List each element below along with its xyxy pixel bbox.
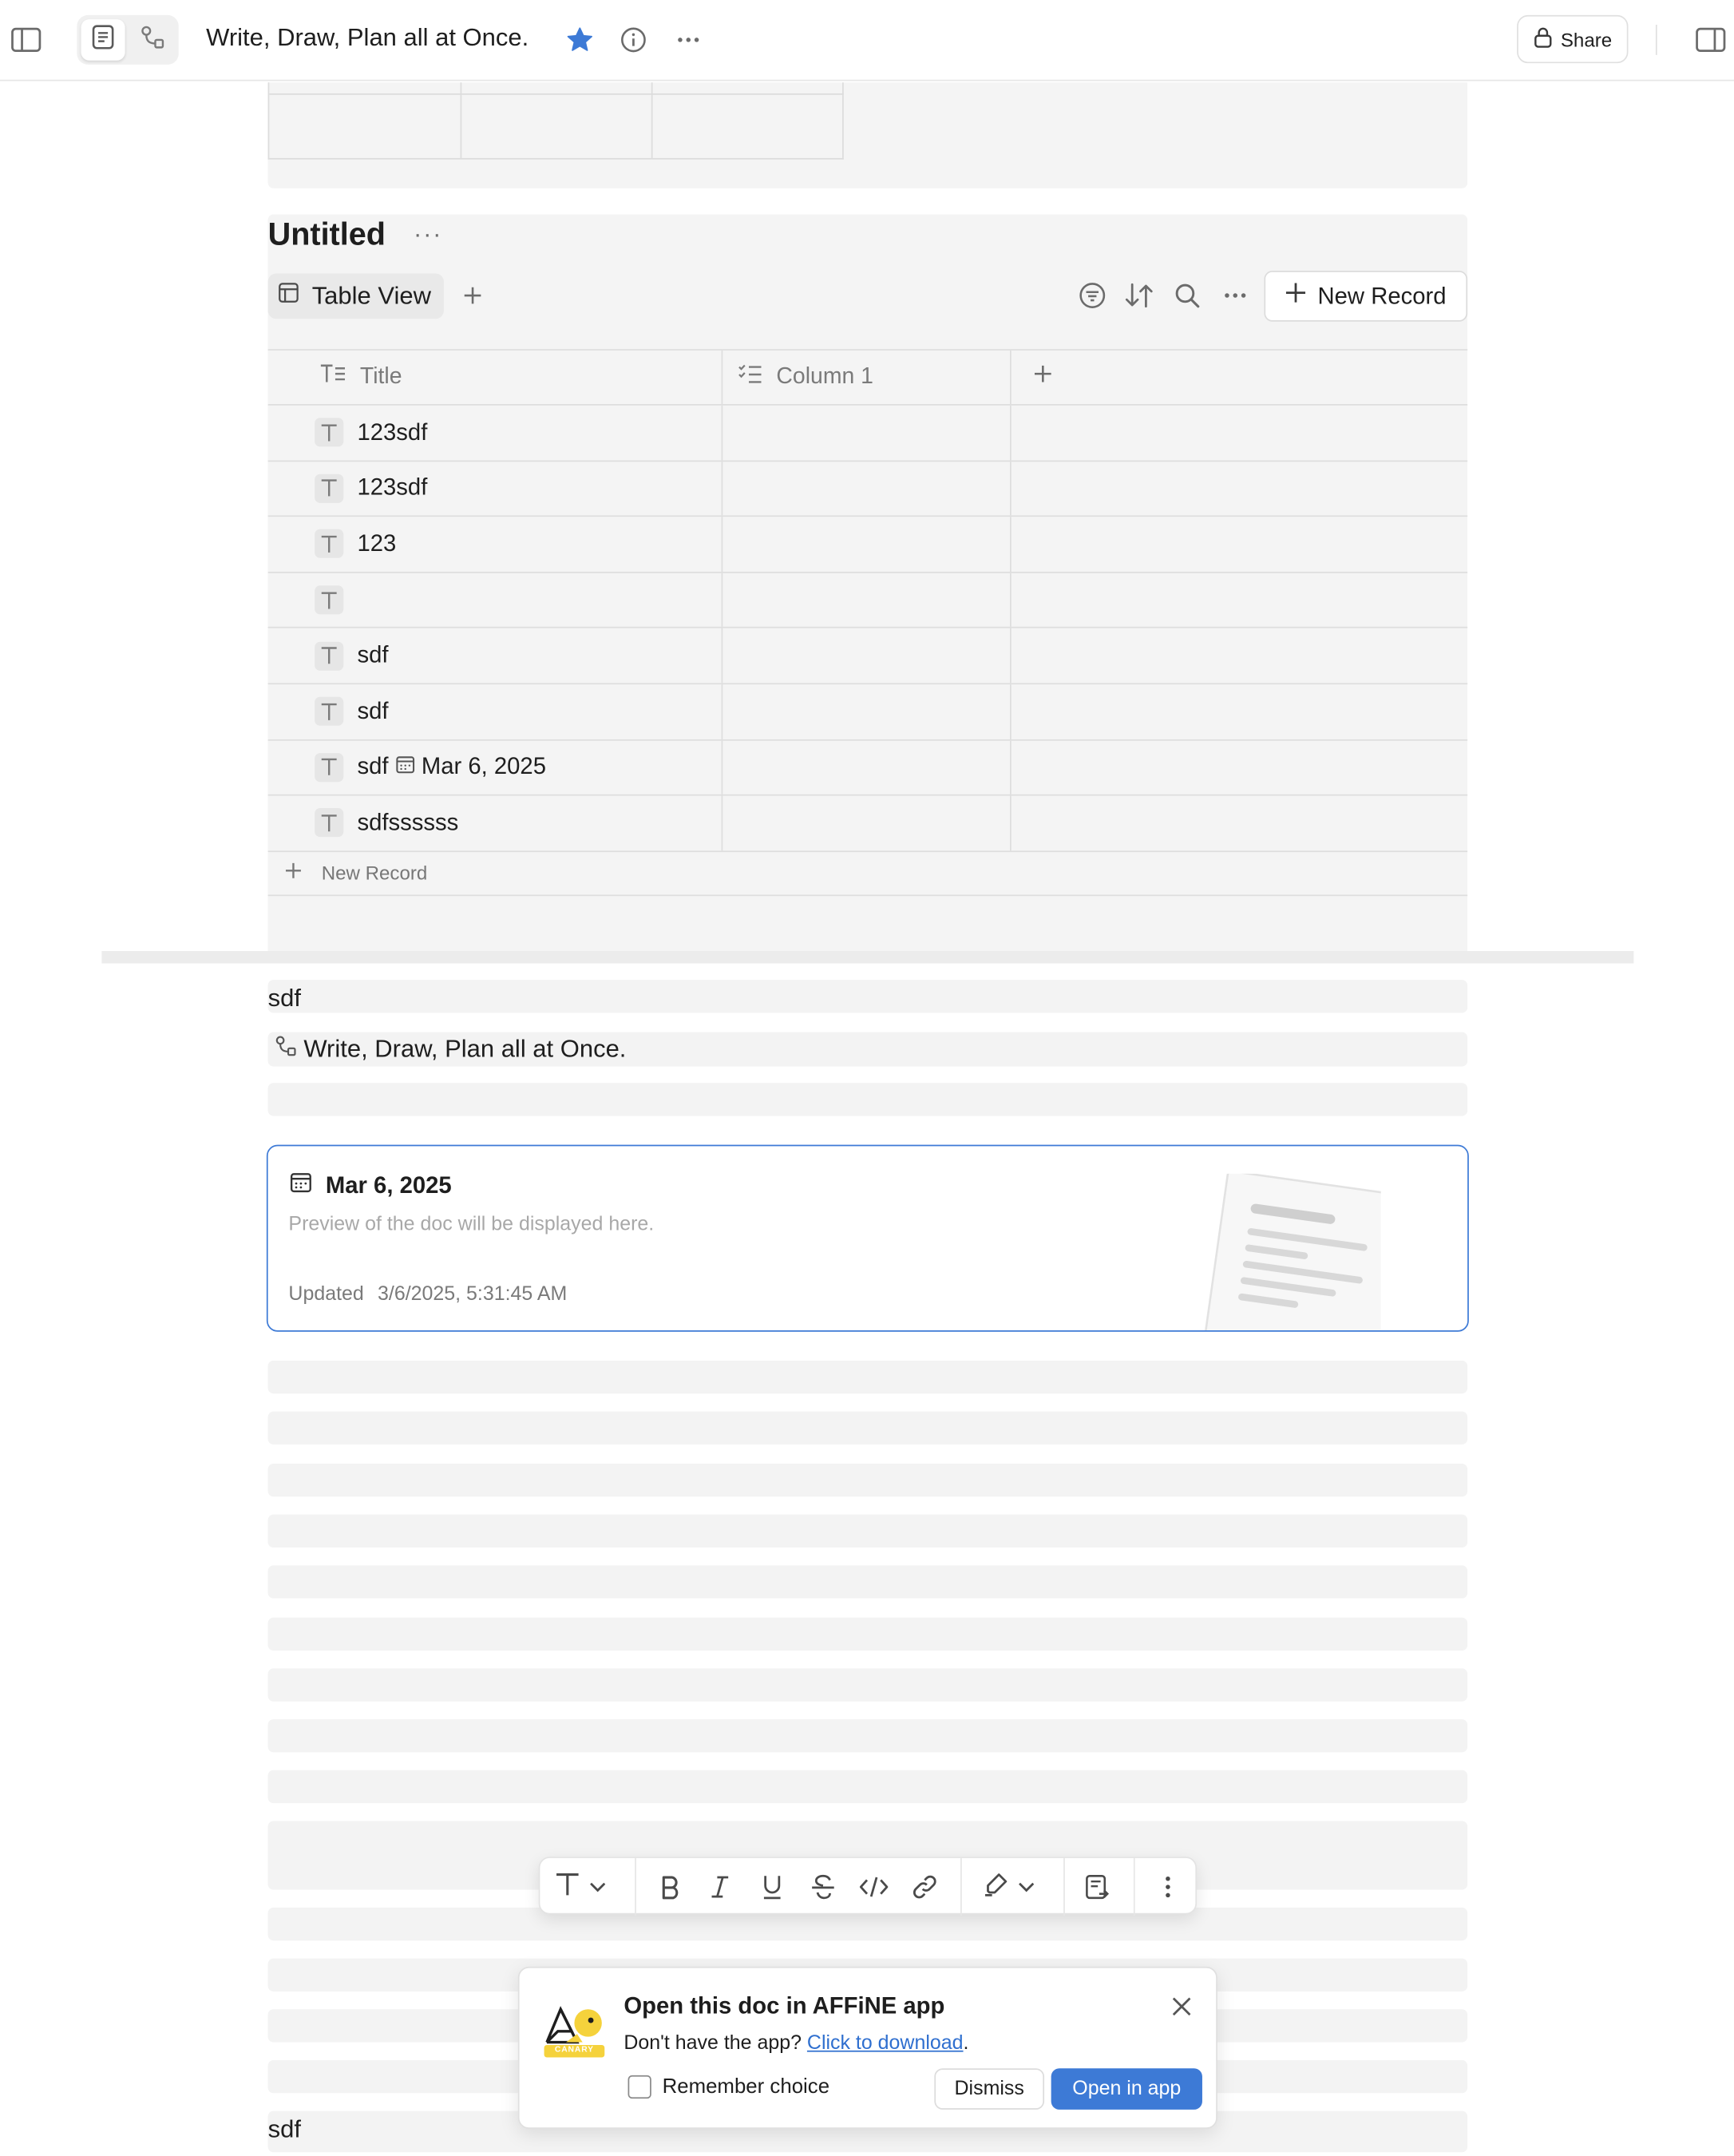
card-updated xyxy=(288,1284,567,1306)
row-title: 123sdf xyxy=(357,418,428,446)
row-title: 123sdf xyxy=(357,474,428,501)
table-row[interactable] xyxy=(268,462,1468,517)
plus-icon xyxy=(284,862,302,885)
new-record-button[interactable] xyxy=(1264,271,1467,322)
bold-icon[interactable] xyxy=(654,1870,687,1903)
toolbar-divider xyxy=(635,1858,636,1916)
empty-cell xyxy=(1012,406,1467,460)
title-cell[interactable] xyxy=(268,573,723,627)
table-col-divider xyxy=(651,82,653,158)
page-icon xyxy=(92,24,114,56)
plus-icon xyxy=(1285,282,1307,311)
share-label: Share xyxy=(1560,28,1613,50)
info-icon[interactable] xyxy=(617,23,650,56)
paragraph-text[interactable]: sdf xyxy=(267,2114,301,2143)
table-row[interactable] xyxy=(268,406,1468,462)
placeholder-line xyxy=(268,1668,1468,1701)
tab-table-view[interactable] xyxy=(268,273,444,319)
placeholder-line xyxy=(268,1464,1468,1496)
popup-title: Open this doc in AFFiNE app xyxy=(624,1992,945,2019)
table-col-divider xyxy=(461,82,462,158)
title-cell[interactable] xyxy=(268,684,723,739)
code-icon[interactable] xyxy=(857,1870,890,1903)
open-in-app-popup xyxy=(518,1967,1217,2129)
previous-table xyxy=(268,82,844,159)
title-cell[interactable] xyxy=(268,628,723,683)
strikethrough-icon[interactable] xyxy=(806,1870,839,1903)
linked-doc-reference[interactable] xyxy=(268,1032,1468,1067)
card-updated-label: Updated xyxy=(288,1283,364,1306)
title-cell[interactable] xyxy=(268,406,723,460)
text-type-icon xyxy=(315,809,343,838)
mode-switcher xyxy=(77,15,178,65)
database-title[interactable]: Untitled xyxy=(267,216,386,252)
text-type-icon xyxy=(315,753,343,782)
table-row[interactable] xyxy=(268,517,1468,573)
column-1-cell[interactable] xyxy=(722,684,1011,739)
table-view-icon xyxy=(278,282,300,311)
calendar-icon xyxy=(395,754,414,781)
toolbar-divider xyxy=(1063,1858,1065,1916)
logo-text: CANARY xyxy=(554,2046,594,2055)
row-title: sdf xyxy=(357,753,389,780)
remember-choice[interactable] xyxy=(628,2075,830,2099)
affine-canary-logo xyxy=(541,2001,608,2062)
table-row-divider xyxy=(269,93,843,95)
table-row[interactable] xyxy=(268,796,1468,852)
text-style-dropdown[interactable] xyxy=(554,1870,615,1903)
column-header-title-label: Title xyxy=(359,364,402,390)
more-vertical-icon[interactable] xyxy=(1151,1870,1184,1903)
empty-cell xyxy=(1012,462,1467,516)
table-header-row xyxy=(268,349,1468,406)
add-column-icon xyxy=(1033,364,1052,390)
toolbar-divider xyxy=(1134,1858,1135,1916)
close-icon[interactable] xyxy=(1168,1993,1195,2020)
row-title: sdf xyxy=(357,697,389,724)
popup-subtitle-text: Don't have the app? xyxy=(624,2032,802,2055)
calendar-icon xyxy=(290,1171,312,1199)
empty-cell xyxy=(1012,740,1467,795)
row-title-with-date xyxy=(357,754,546,781)
paragraph-block xyxy=(268,980,1468,1013)
empty-cell xyxy=(1012,573,1467,627)
highlighter-icon xyxy=(983,1870,1010,1904)
lock-icon xyxy=(1533,26,1552,53)
column-1-cell[interactable] xyxy=(722,462,1011,516)
chevron-down-icon xyxy=(589,1875,606,1900)
sidebar-toggle-icon[interactable] xyxy=(10,23,42,56)
date-reference[interactable]: Mar 6, 2025 xyxy=(421,753,547,780)
table-row[interactable] xyxy=(268,684,1468,740)
table-row[interactable] xyxy=(268,740,1468,796)
card-preview-text: Preview of the doc will be displayed here. xyxy=(288,1213,655,1236)
format-toolbar xyxy=(539,1857,1197,1914)
chevron-down-icon xyxy=(1018,1875,1035,1900)
add-column-cell[interactable] xyxy=(1012,351,1467,404)
placeholder-line xyxy=(268,1719,1468,1752)
text-style-icon xyxy=(554,1870,581,1904)
linked-doc-title: Write, Draw, Plan all at Once. xyxy=(303,1034,627,1063)
favorite-star-icon[interactable] xyxy=(564,23,596,56)
share-button[interactable] xyxy=(1517,15,1628,63)
column-1-cell[interactable] xyxy=(722,573,1011,627)
paragraph-text[interactable]: sdf xyxy=(267,984,301,1012)
dismiss-button[interactable]: Dismiss xyxy=(934,2068,1044,2110)
database-table xyxy=(268,349,1468,896)
column-1-cell[interactable] xyxy=(722,740,1011,795)
right-panel-toggle-icon[interactable] xyxy=(1694,23,1727,56)
column-header-column-1-label: Column 1 xyxy=(776,364,873,390)
title-cell[interactable] xyxy=(268,462,723,516)
table-row[interactable] xyxy=(268,628,1468,684)
title-cell[interactable] xyxy=(268,740,723,795)
database-more-icon[interactable]: ··· xyxy=(414,220,443,248)
placeholder-line xyxy=(268,1565,1468,1598)
section-divider xyxy=(101,951,1633,963)
text-type-icon xyxy=(315,697,343,726)
add-view-icon[interactable] xyxy=(456,279,489,311)
table-row[interactable] xyxy=(268,573,1468,628)
edgeless-mode-button[interactable] xyxy=(131,19,175,61)
title-cell[interactable] xyxy=(268,796,723,850)
text-type-icon xyxy=(315,529,343,558)
top-header xyxy=(0,0,1734,81)
empty-cell xyxy=(1012,796,1467,850)
column-1-cell[interactable] xyxy=(722,628,1011,683)
row-title: 123 xyxy=(357,530,397,557)
tab-table-view-label: Table View xyxy=(311,281,431,310)
popup-subtitle xyxy=(624,2033,968,2055)
link-icon[interactable] xyxy=(909,1870,941,1903)
placeholder-line xyxy=(268,1770,1468,1803)
doc-preview-illustration xyxy=(1202,1174,1381,1332)
remember-label: Remember choice xyxy=(662,2075,830,2099)
page-mode-button[interactable] xyxy=(81,19,125,61)
empty-cell xyxy=(1012,684,1467,739)
empty-cell xyxy=(1012,517,1467,571)
row-title: sdfssssss xyxy=(357,809,459,836)
column-1-cell[interactable] xyxy=(722,406,1011,460)
placeholder-line xyxy=(268,1412,1468,1445)
popup-subtitle-suffix: . xyxy=(963,2032,969,2055)
sort-icon[interactable] xyxy=(1122,279,1155,311)
column-1-cell[interactable] xyxy=(722,796,1011,850)
highlight-dropdown[interactable] xyxy=(983,1870,1043,1903)
text-type-icon xyxy=(315,418,343,447)
search-icon[interactable] xyxy=(1170,279,1203,311)
text-type-icon xyxy=(315,474,343,503)
header-divider xyxy=(1656,25,1657,55)
add-record-label: New Record xyxy=(321,862,428,885)
edgeless-icon xyxy=(275,1035,297,1064)
title-column-icon xyxy=(319,363,346,391)
toolbar-divider xyxy=(960,1858,962,1916)
download-link[interactable]: Click to download xyxy=(806,2032,964,2055)
doc-title[interactable]: Write, Draw, Plan all at Once. xyxy=(206,23,529,51)
database-options-icon[interactable] xyxy=(1219,279,1252,311)
checklist-column-icon xyxy=(738,363,762,391)
placeholder-line xyxy=(268,1361,1468,1393)
new-record-label: New Record xyxy=(1317,282,1447,309)
empty-paragraph xyxy=(268,1083,1468,1116)
add-record-row[interactable] xyxy=(268,852,1468,896)
placeholder-line xyxy=(268,1515,1468,1548)
row-title: sdf xyxy=(357,642,389,668)
more-options-icon[interactable] xyxy=(672,23,705,56)
edgeless-icon xyxy=(141,24,165,56)
open-in-app-button[interactable]: Open in app xyxy=(1051,2068,1202,2110)
underline-icon[interactable] xyxy=(756,1870,789,1903)
italic-icon[interactable] xyxy=(703,1870,736,1903)
placeholder-line xyxy=(268,1618,1468,1651)
card-title-row xyxy=(290,1171,452,1199)
remember-checkbox[interactable] xyxy=(628,2075,651,2099)
text-type-icon xyxy=(315,585,343,614)
column-header-column-1[interactable] xyxy=(722,351,1011,404)
empty-cell xyxy=(1012,628,1467,683)
column-header-title[interactable] xyxy=(268,351,723,404)
column-1-cell[interactable] xyxy=(722,517,1011,571)
title-cell[interactable] xyxy=(268,517,723,571)
card-title: Mar 6, 2025 xyxy=(325,1171,452,1198)
create-linked-doc-icon[interactable] xyxy=(1082,1870,1114,1903)
text-type-icon xyxy=(315,641,343,670)
filter-icon[interactable] xyxy=(1076,279,1109,311)
linked-doc-card[interactable] xyxy=(267,1145,1469,1332)
card-updated-time: 3/6/2025, 5:31:45 AM xyxy=(378,1283,568,1306)
